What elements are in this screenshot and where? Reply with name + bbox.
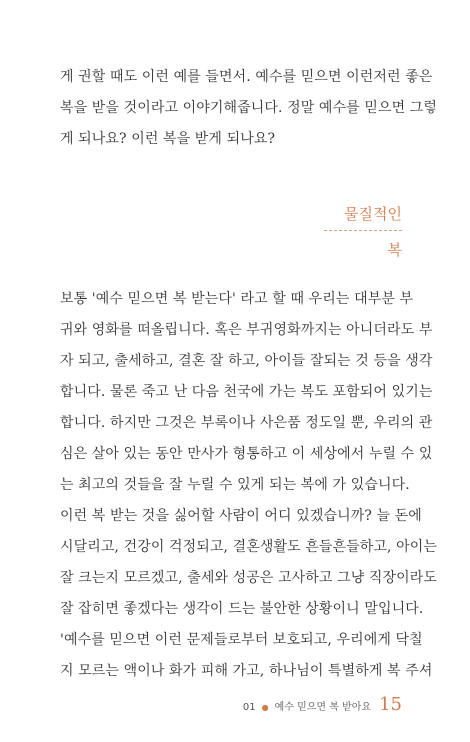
text-line: 잘 잡히면 좋겠다는 생각이 드는 불안한 상황이니 말입니다. <box>60 601 424 617</box>
intro-paragraph <box>60 62 437 155</box>
text-line: 게 권할 때도 이런 예를 들면서. 예수를 믿으면 이런저런 좋은 <box>60 69 433 85</box>
page-number: 15 <box>379 694 402 715</box>
body-paragraphs <box>60 284 437 687</box>
text-line: 이런 복 받는 것을 싫어할 사람이 어디 있겠습니까? 늘 돈에 <box>60 508 422 524</box>
page-footer <box>243 694 402 715</box>
chapter-number: 01 <box>242 702 256 713</box>
section-heading <box>324 204 402 260</box>
text-line: 합니다. 하지만 그것은 부록이나 사은품 정도일 뿐, 우리의 관 <box>60 415 433 431</box>
heading-divider <box>324 230 402 231</box>
text-line: 자 되고, 출세하고, 결혼 잘 하고, 아이들 잘되는 것 등을 생각 <box>60 353 433 369</box>
running-title: 예수 믿으면 복 받아요 <box>274 702 372 713</box>
text-line: 게 되나요? 이런 복을 받게 되나요? <box>60 131 276 147</box>
text-line: 보통 '예수 믿으면 복 받는다' 라고 할 때 우리는 대부분 부 <box>60 291 414 307</box>
text-line: '예수를 믿으면 이런 문제들로부터 보호되고, 우리에게 닥칠 <box>60 632 423 648</box>
text-line: 지 모르는 액이나 화가 피해 가고, 하나님이 특별하게 복 주셔 <box>60 663 433 679</box>
text-line: 시달리고, 건강이 걱정되고, 결혼생활도 흔들흔들하고, 아이는 <box>60 539 437 555</box>
bullet-icon: ● <box>261 703 269 712</box>
text-line: 합니다. 물론 죽고 난 다음 천국에 가는 복도 포함되어 있기는 <box>60 384 433 400</box>
section-heading-line2: 복 <box>387 241 402 259</box>
section-heading-line1: 물질적인 <box>344 205 402 223</box>
text-line: 복을 받을 것이라고 이야기해줍니다. 정말 예수를 믿으면 그렇 <box>60 100 437 116</box>
text-line: 심은 살아 있는 동안 만사가 형통하고 이 세상에서 누릴 수 있 <box>60 446 433 462</box>
text-line: 잘 크는지 모르겠고, 출세와 성공은 고사하고 그냥 직장이라도 <box>60 570 437 586</box>
text-line: 귀와 영화를 떠올립니다. 혹은 부귀영화까지는 아니더라도 부 <box>60 322 433 338</box>
text-line: 는 최고의 것들을 잘 누릴 수 있게 되는 복에 가 있습니다. <box>60 477 410 493</box>
